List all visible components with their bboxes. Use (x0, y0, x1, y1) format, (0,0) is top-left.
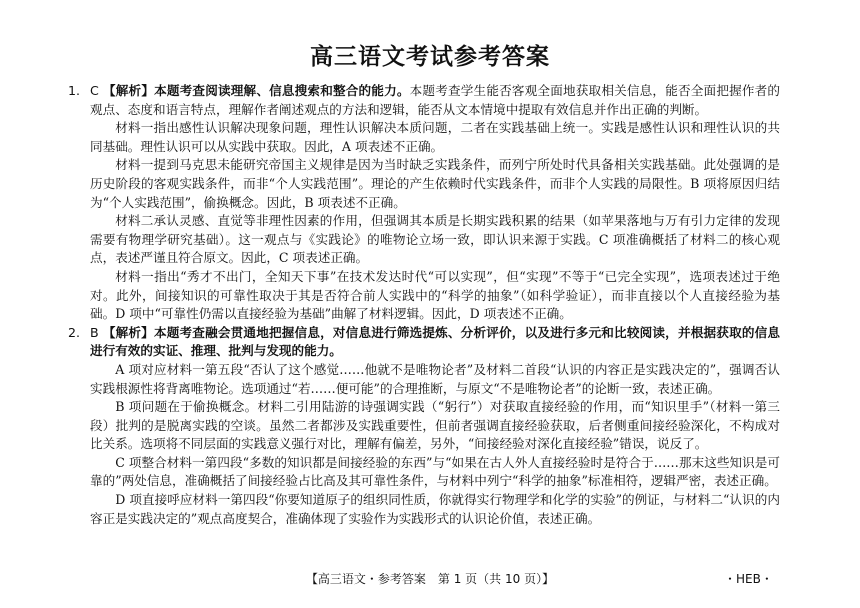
question-answer: C (90, 83, 99, 98)
footer-page-info: 【高三语文・参考答案 第 1 页（共 10 页）】 (305, 572, 555, 586)
analysis-tag: 【解析】 (102, 324, 154, 340)
question-intro: 本题考查学生能否客观全面地获取相关信息，能否全面把握作者的观点、态度和语言特点，理解作者阐述观点的方法和逻辑，能否从文本情境中提取有效信息并作出正确的判断。 (90, 83, 781, 117)
analysis-paragraph: A 项对应材料一第五段“否认了这个感觉……他就不是唯物论者”及材料二首段“认识的内容正是实践决定的”，强调否认实践根源性将背离唯物论。选项通过“若……便可能”的合理推断，与原文“不是唯物论者”的论断一致，表述正确。 (90, 361, 780, 396)
analysis-paragraph: 材料二承认灵感、直觉等非理性因素的作用，但强调其本质是长期实践积累的结果（如苹果落地与万有引力定律的发现需要有物理学研究基础）。这一观点与《实践论》的唯物论立场一致，即认识来源于实践。C 项准确概括了材料二的核心观点，表述严谨且符合原文。因此，C 项表述正确。 (90, 213, 780, 266)
question-1 (68, 82, 781, 119)
analysis-tag: 【解析】 (102, 83, 155, 98)
analysis-paragraph: D 项直接呼应材料一第四段“你要知道原子的组织同性质，你就得实行物理学和化学的实验”的例证，与材料二“认识的内容正是实践决定的”观点高度契合，准确体现了实验作为实践形式的认识论价值，表述正确。 (90, 492, 780, 526)
footer-code: ・HEB・ (724, 572, 773, 586)
question-answer: B (90, 324, 99, 340)
question-number: 1. (68, 83, 81, 98)
page-title: 高三语文考试参考答案 (310, 44, 550, 70)
question-number: 2. (68, 324, 81, 340)
ability-statement: 本题考查融会贯通地把握信息，对信息进行筛选提炼、分析评价，以及进行多元和比较阅读，并根据获取的信息进行有效的实证、推理、批判与发现的能力。 (90, 324, 781, 359)
analysis-paragraph: 材料一指出感性认识解决现象问题，理性认识解决本质问题，二者在实践基础上统一。实践是感性认识和理性认识的共同基础。理性认识可以从实践中获取。因此，A 项表述不正确。 (90, 120, 780, 154)
analysis-paragraph: C 项整合材料一第四段“多数的知识都是间接经验的东西”与“如果在古人外人直接经验时是符合于……那末这些知识是可靠的”两处信息，准确概括了间接经验占比高及其可靠性条件，与材料中列宁“科学的抽象”标准相符，逻辑严密，表述正确。 (90, 454, 780, 489)
ability-statement: 本题考查阅读理解、信息搜索和整合的能力。 (154, 83, 410, 98)
question-2 (68, 324, 781, 361)
answer-body (68, 82, 781, 528)
analysis-paragraph: B 项问题在于偷换概念。材料二引用陆游的诗强调实践（“躬行”）对获取直接经验的作用，而“知识里手”（材料一第三段）批判的是脱离实践的空谈。虽然二者都涉及实践重要性，但前者强调直接经验获取，后者侧重间接经验深化，不构成对比关系。选项将不同层面的实践意义强行对比，理解有偏差，另外，“间接经验对深化直接经验”错误，说反了。 (90, 399, 780, 452)
analysis-paragraph: 材料一指出“秀才不出门，全知天下事”在技术发达时代“可以实现”，但“实现”不等于“已完全实现”，选项表述过于绝对。此外，间接知识的可靠性取决于其是否符合前人实践中的“科学的抽象”（如科学验证），而非直接以个人直接经验为基础。D 项中“可靠性仍需以直接经验为基础”曲解了材料逻辑。因此，D 项表述不正确。 (90, 268, 780, 322)
analysis-paragraph: 材料一提到马克思未能研究帝国主义规律是因为当时缺乏实践条件，而列宁所处时代具备相关实践基础。此处强调的是历史阶段的客观实践条件，而非“个人实践范围”。理论的产生依赖时代实践条件，而非个人实践的局限性。B 项将原因归结为“个人实践范围”，偷换概念。因此，B 项表述不正确。 (90, 157, 780, 210)
